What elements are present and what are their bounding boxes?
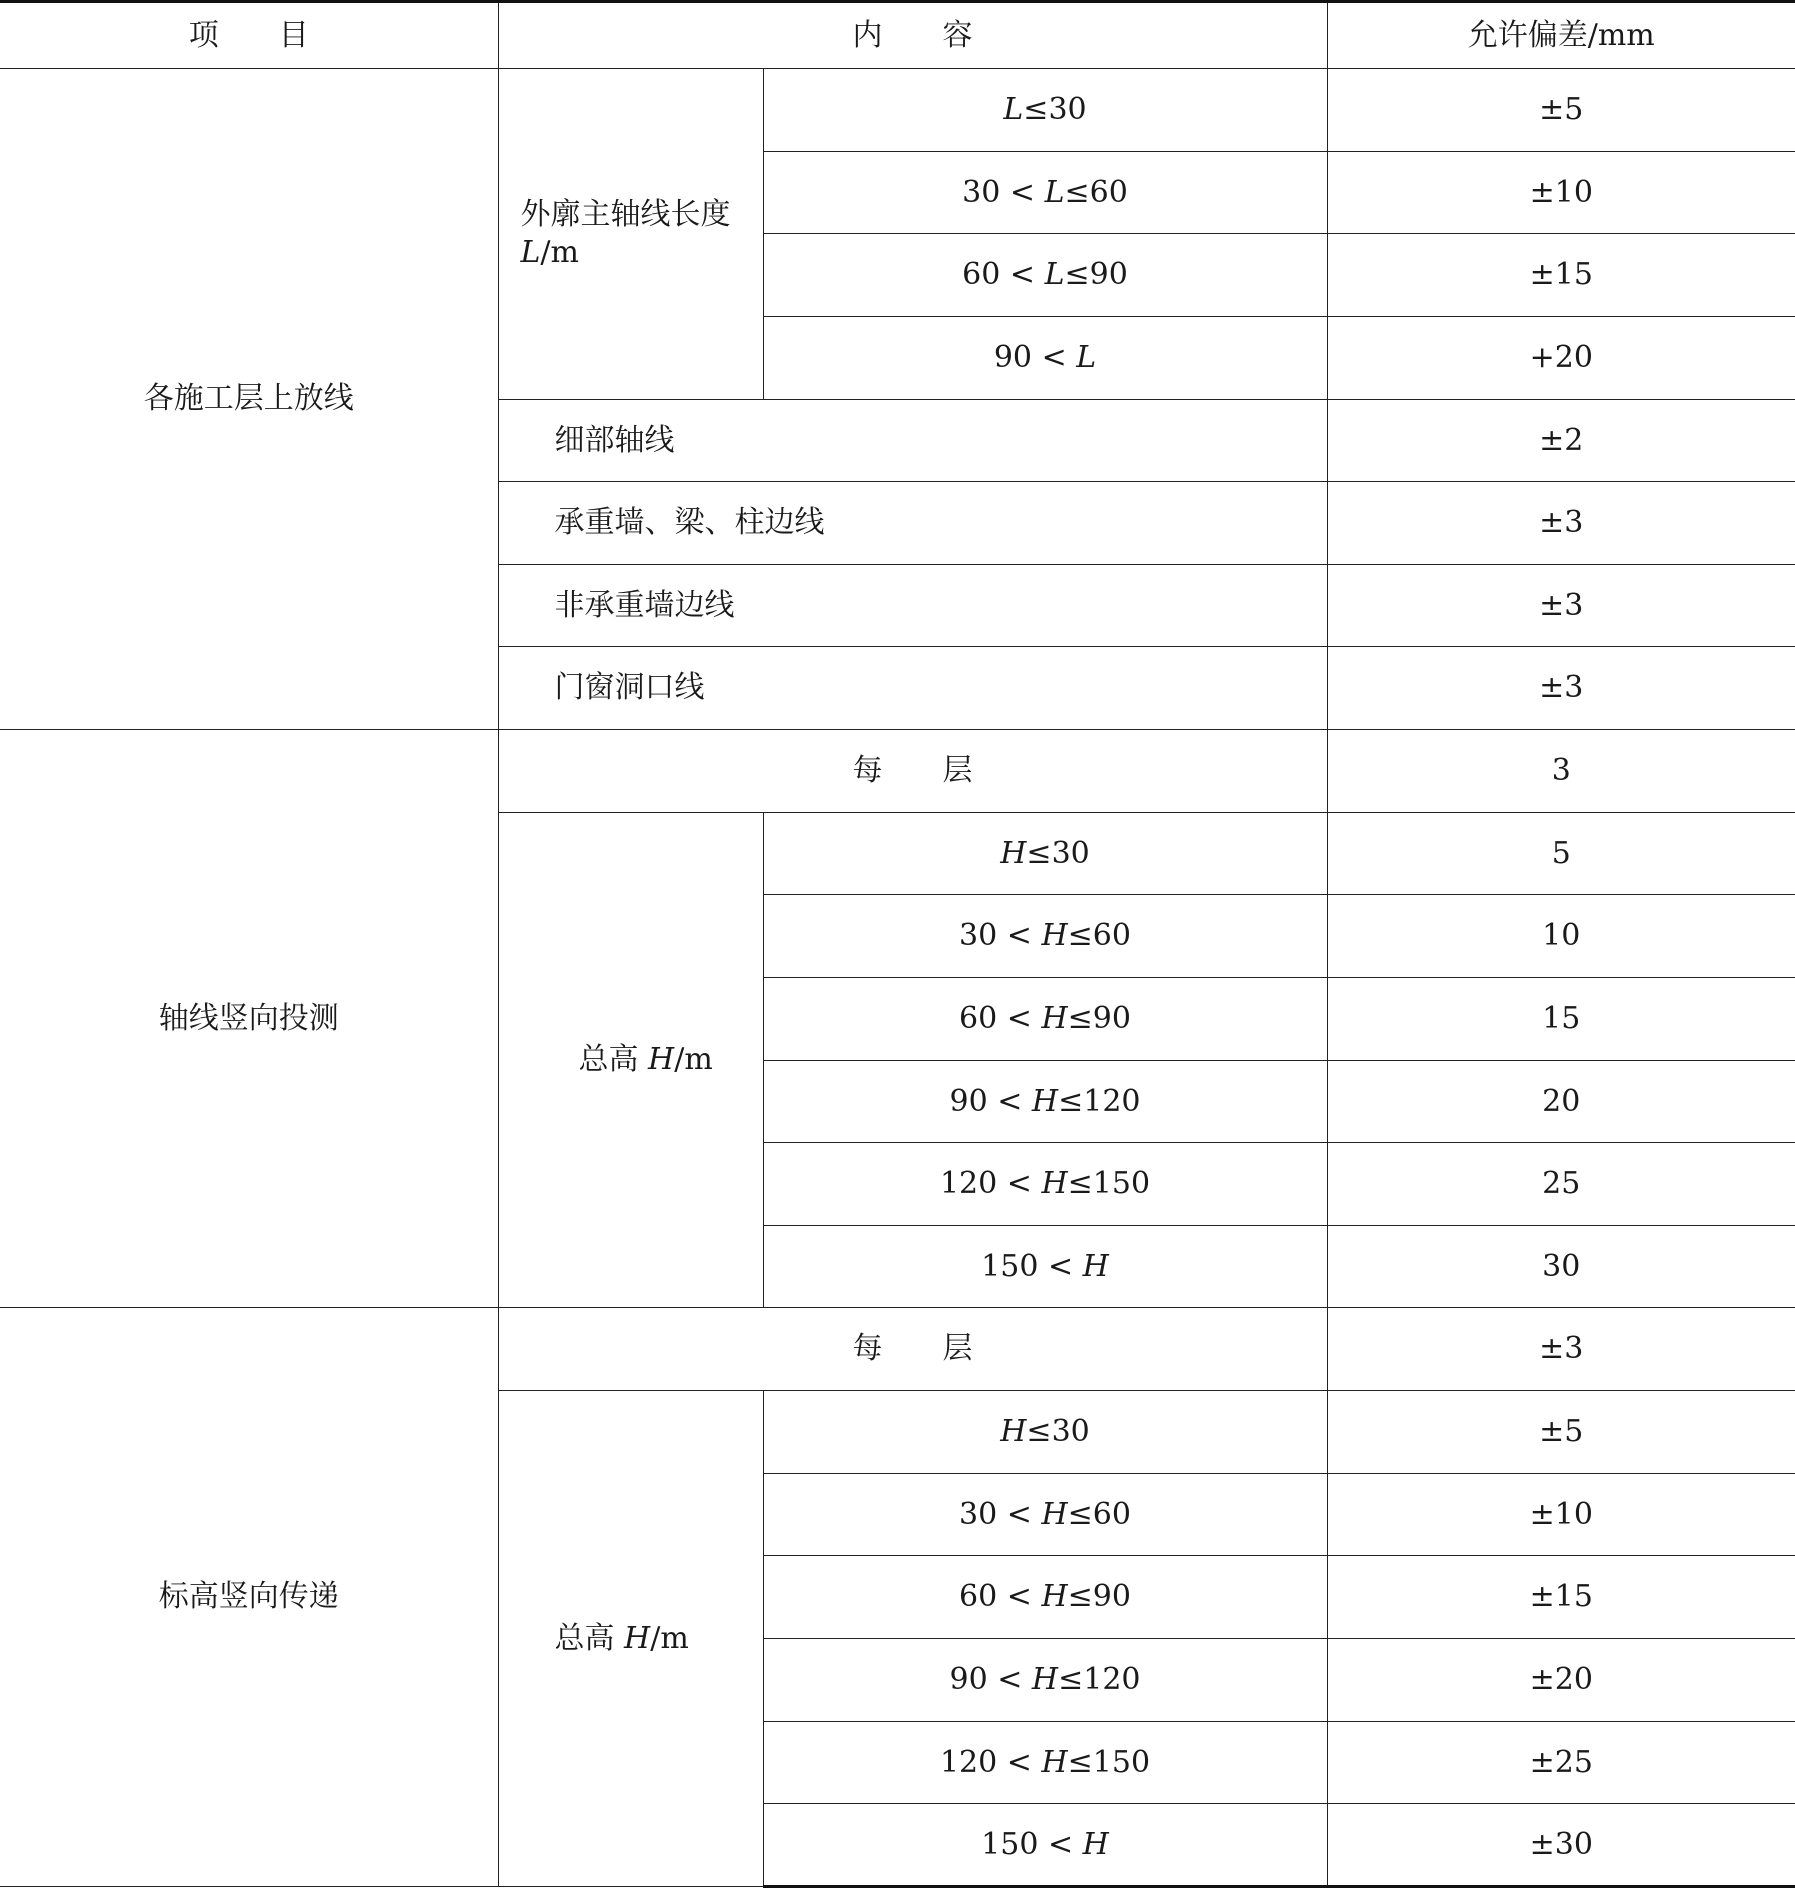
sub-category-label: 外廓主轴线长度 L/m (498, 69, 763, 400)
tolerance-cell: 15 (1327, 977, 1795, 1060)
header-content: 内 容 (498, 2, 1327, 69)
table-row (0, 1308, 1795, 1391)
condition-cell: H≤30 (763, 1391, 1327, 1474)
condition-cell: 120 < H≤150 (763, 1721, 1327, 1804)
condition-cell: 60 < H≤90 (763, 977, 1327, 1060)
tolerance-cell: 5 (1327, 812, 1795, 895)
condition-cell: H≤30 (763, 812, 1327, 895)
tolerance-cell: 10 (1327, 895, 1795, 978)
condition-cell: 90 < H≤120 (763, 1060, 1327, 1143)
tolerance-cell: ±30 (1327, 1804, 1795, 1887)
tolerance-cell: ±5 (1327, 1391, 1795, 1474)
tolerance-cell: 20 (1327, 1060, 1795, 1143)
condition-cell: 90 < L (763, 316, 1327, 399)
tolerance-cell: 25 (1327, 1143, 1795, 1226)
header-item: 项 目 (0, 2, 498, 69)
condition-cell: 90 < H≤120 (763, 1638, 1327, 1721)
content-label: 细部轴线 (498, 399, 1327, 482)
tolerance-cell: ±25 (1327, 1721, 1795, 1804)
condition-cell: 120 < H≤150 (763, 1143, 1327, 1226)
table-row (0, 730, 1795, 813)
condition-cell: 60 < H≤90 (763, 1556, 1327, 1639)
content-label: 承重墙、梁、柱边线 (498, 482, 1327, 565)
tolerance-cell: 30 (1327, 1225, 1795, 1308)
group-item-label: 各施工层上放线 (0, 69, 498, 730)
tolerance-cell: ±3 (1327, 647, 1795, 730)
tolerance-cell: ±10 (1327, 1473, 1795, 1556)
condition-cell: 150 < H (763, 1225, 1327, 1308)
tolerance-cell: ±10 (1327, 151, 1795, 234)
table-row (0, 69, 1795, 152)
each-layer-label: 每 层 (498, 730, 1327, 813)
tolerance-cell: ±20 (1327, 1638, 1795, 1721)
tolerance-cell: ±5 (1327, 69, 1795, 152)
condition-cell: 30 < L≤60 (763, 151, 1327, 234)
tolerance-cell: ±3 (1327, 1308, 1795, 1391)
header-tolerance: 允许偏差/mm (1327, 2, 1795, 69)
tolerance-cell: ±3 (1327, 482, 1795, 565)
tolerance-cell: ±15 (1327, 1556, 1795, 1639)
tolerance-cell: 3 (1327, 730, 1795, 813)
condition-cell: 30 < H≤60 (763, 1473, 1327, 1556)
sub-category-label: 总高 H/m (498, 1391, 763, 1887)
group-item-label: 标高竖向传递 (0, 1308, 498, 1887)
condition-cell: 150 < H (763, 1804, 1327, 1887)
group-item-label: 轴线竖向投测 (0, 730, 498, 1308)
tolerance-cell: ±3 (1327, 564, 1795, 647)
tolerance-cell: ±2 (1327, 399, 1795, 482)
condition-cell: 30 < H≤60 (763, 895, 1327, 978)
tolerance-cell: +20 (1327, 316, 1795, 399)
condition-cell: L≤30 (763, 69, 1327, 152)
condition-cell: 60 < L≤90 (763, 234, 1327, 317)
each-layer-label: 每 层 (498, 1308, 1327, 1391)
tolerance-cell: ±15 (1327, 234, 1795, 317)
content-label: 非承重墙边线 (498, 564, 1327, 647)
table-header-row (0, 2, 1795, 69)
sub-category-label: 总高 H/m (498, 812, 763, 1308)
content-label: 门窗洞口线 (498, 647, 1327, 730)
